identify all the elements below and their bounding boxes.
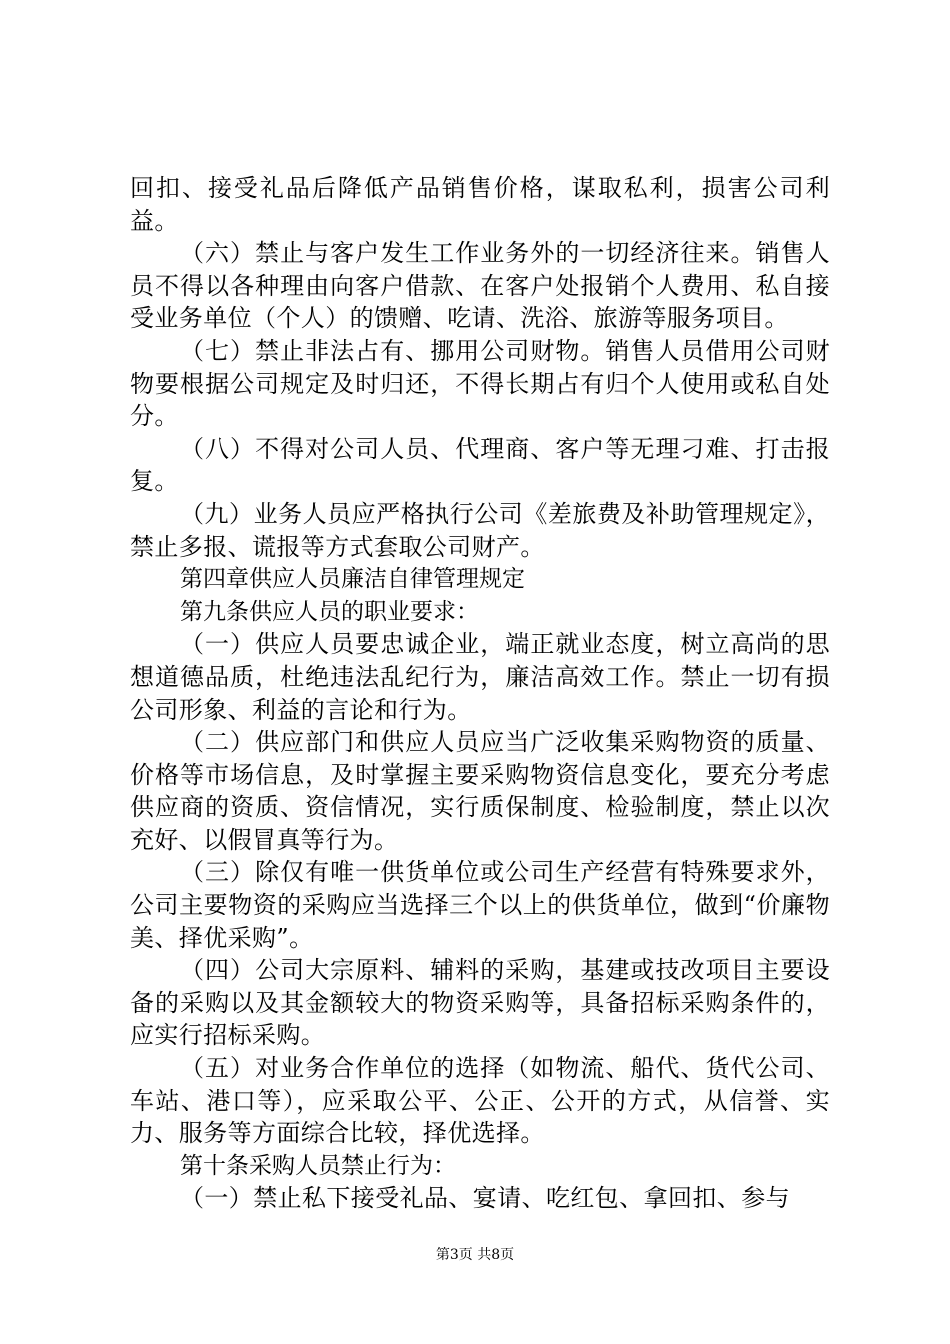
paragraph-supply-item-3: （三）除仅有唯一供货单位或公司生产经营有特殊要求外，公司主要物资的采购应当选择三个以上的供货单位，做到“价廉物美、择优采购”。 xyxy=(130,858,830,952)
document-body xyxy=(130,172,830,1215)
paragraph-item-7: （七）禁止非法占有、挪用公司财物。销售人员借用公司财物要根据公司规定及时归还，不得长期占有归个人使用或私自处分。 xyxy=(130,336,830,431)
paragraph-item-6: （六）禁止与客户发生工作业务外的一切经济往来。销售人员不得以各种理由向客户借款、在客户处报销个人费用、私自接受业务单位（个人）的馈赠、吃请、洗浴、旅游等服务项目。 xyxy=(130,239,830,333)
paragraph-supply-item-5: （五）对业务合作单位的选择（如物流、船代、货代公司、车站、港口等），应采取公平、公正、公开的方式，从信誉、实力、服务等方面综合比较，择优选择。 xyxy=(130,1054,830,1148)
paragraph-supply-item-2: （二）供应部门和供应人员应当广泛收集采购物资的质量、价格等市场信息，及时掌握主要采购物资信息变化，要充分考虑供应商的资质、资信情况，实行质保制度、检验制度，禁止以次充好、以假冒真等行为。 xyxy=(130,728,830,854)
article-9-heading: 第九条供应人员的职业要求： xyxy=(180,598,479,625)
paragraph-prohibited-item-1: （一）禁止私下接受礼品、宴请、吃红包、拿回扣、参与 xyxy=(180,1184,790,1213)
page-footer: 第3页 共8页 xyxy=(435,1247,515,1263)
paragraph-item-9: （九）业务人员应严格执行公司《差旅费及补助管理规定》，禁止多报、谎报等方式套取公司财产。 xyxy=(130,499,830,561)
chapter-4-heading: 第四章供应人员廉洁自律管理规定 xyxy=(180,566,525,593)
paragraph-supply-item-1: （一）供应人员要忠诚企业，端正就业态度，树立高尚的思想道德品质，杜绝违法乱纪行为，廉洁高效工作。禁止一切有损公司形象、利益的言论和行为。 xyxy=(130,630,830,724)
paragraph-continuation: 回扣、接受礼品后降低产品销售价格，谋取私利，损害公司利益。 xyxy=(130,174,830,235)
paragraph-supply-item-4: （四）公司大宗原料、辅料的采购，基建或技改项目主要设备的采购以及其金额较大的物资采购等，具备招标采购条件的，应实行招标采购。 xyxy=(130,956,830,1050)
article-10-heading: 第十条采购人员禁止行为： xyxy=(180,1152,456,1179)
paragraph-item-8: （八）不得对公司人员、代理商、客户等无理刁难、打击报复。 xyxy=(130,434,830,496)
